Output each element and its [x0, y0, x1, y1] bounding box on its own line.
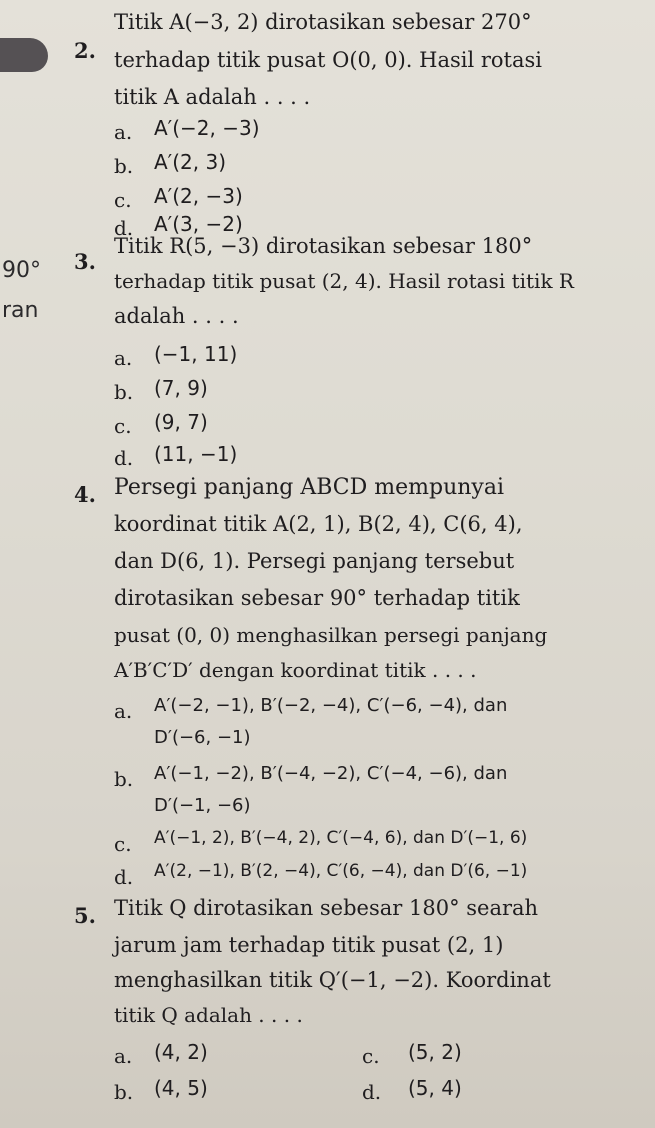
- question-text-line: A′B′C′D′ dengan koordinat titik . . . .: [114, 658, 477, 682]
- option-letter: a.: [114, 120, 133, 144]
- margin-note-degree: 90°: [2, 258, 41, 283]
- question-text-line: Titik R(5, −3) dirotasikan sebesar 180°: [114, 234, 533, 258]
- option-letter: a.: [114, 1044, 133, 1068]
- option-text: A′(2, −3): [154, 184, 243, 208]
- question-text-line: terhadap titik pusat O(0, 0). Hasil rotasi: [114, 48, 542, 72]
- option-text: A′(−1, −2), B′(−4, −2), C′(−4, −6), dan: [154, 763, 508, 784]
- option-text-continuation: D′(−1, −6): [154, 795, 251, 816]
- question-text-line: Persegi panjang ABCD mempunyai: [114, 475, 504, 500]
- question-text-line: menghasilkan titik Q′(−1, −2). Koordinat: [114, 968, 551, 992]
- question-text-line: dirotasikan sebesar 90° terhadap titik: [114, 586, 520, 610]
- option-text: (7, 9): [154, 376, 208, 400]
- option-text: (5, 2): [408, 1040, 462, 1064]
- option-text: A′(−2, −3): [154, 116, 260, 140]
- option-letter: b.: [114, 1080, 134, 1104]
- option-letter: c.: [362, 1044, 380, 1068]
- option-text: (4, 5): [154, 1076, 208, 1100]
- option-letter: b.: [114, 767, 134, 791]
- question-text-line: dan D(6, 1). Persegi panjang tersebut: [114, 549, 515, 573]
- dark-margin-mark: [0, 38, 48, 72]
- option-letter: a.: [114, 346, 133, 370]
- question-text-line: titik A adalah . . . .: [114, 85, 311, 109]
- option-letter: b.: [114, 154, 134, 178]
- question-text-line: adalah . . . .: [114, 304, 239, 328]
- option-letter: b.: [114, 380, 134, 404]
- option-letter: a.: [114, 699, 133, 723]
- option-text: A′(2, 3): [154, 150, 226, 174]
- option-letter: c.: [114, 188, 132, 212]
- margin-note-ran: ran: [2, 298, 39, 323]
- option-letter: c.: [114, 832, 132, 856]
- option-letter: c.: [114, 414, 132, 438]
- question-text-line: jarum jam terhadap titik pusat (2, 1): [114, 933, 504, 957]
- option-letter: d.: [114, 446, 134, 470]
- option-text: A′(2, −1), B′(2, −4), C′(6, −4), dan D′(6, −1): [154, 861, 528, 881]
- option-letter: d.: [114, 865, 134, 889]
- question-number: 5.: [74, 903, 96, 928]
- question-text-line: koordinat titik A(2, 1), B(2, 4), C(6, 4),: [114, 512, 523, 536]
- option-text: (4, 2): [154, 1040, 208, 1064]
- option-letter: d.: [114, 216, 134, 240]
- option-text: (−1, 11): [154, 342, 238, 366]
- question-number: 3.: [74, 249, 96, 274]
- question-number: 2.: [74, 38, 96, 63]
- option-text-continuation: D′(−6, −1): [154, 727, 251, 748]
- option-text: A′(−2, −1), B′(−2, −4), C′(−6, −4), dan: [154, 695, 508, 716]
- option-letter: d.: [362, 1080, 382, 1104]
- question-text-line: titik Q adalah . . . .: [114, 1003, 303, 1027]
- question-text-line: pusat (0, 0) menghasilkan persegi panjang: [114, 623, 548, 647]
- option-text: A′(−1, 2), B′(−4, 2), C′(−4, 6), dan D′(−1, 6): [154, 828, 528, 848]
- question-text-line: terhadap titik pusat (2, 4). Hasil rotasi titik R: [114, 269, 574, 293]
- question-number: 4.: [74, 482, 96, 507]
- question-text-line: Titik A(−3, 2) dirotasikan sebesar 270°: [114, 10, 532, 34]
- option-text: (11, −1): [154, 442, 238, 466]
- option-text: (5, 4): [408, 1076, 462, 1100]
- question-text-line: Titik Q dirotasikan sebesar 180° searah: [114, 896, 539, 920]
- option-text: (9, 7): [154, 410, 208, 434]
- option-text: A′(3, −2): [154, 212, 243, 236]
